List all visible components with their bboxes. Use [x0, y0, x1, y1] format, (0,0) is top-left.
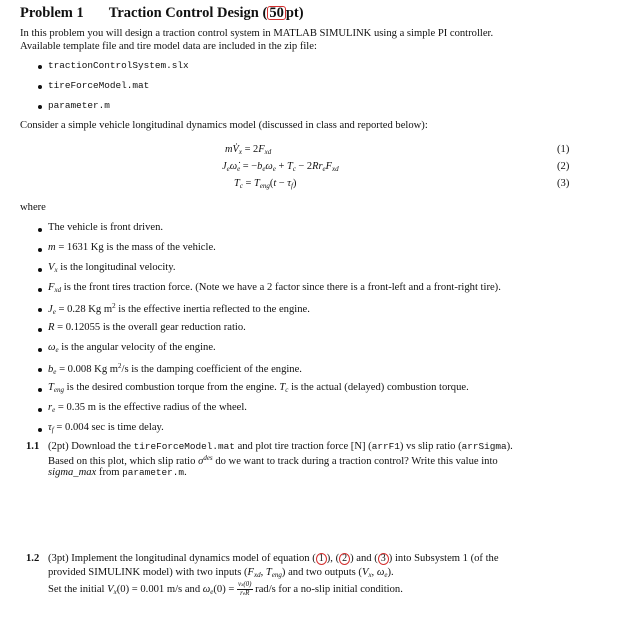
bullet-dot [38, 248, 42, 252]
bullet-dot [38, 308, 42, 312]
bullet-dot [38, 388, 42, 392]
param-time-delay: $\tau_f = 0.004$ sec is time delay. [48, 422, 164, 434]
question-1-2-line-1: (3pt) Implement the longitudinal dynamics model of equation ( 1 ), ( 2 ) and ( 3 ) into Subsystem 1 (of the [48, 553, 499, 564]
equation-2: $J_e\omegȧ_e = -b_e\omega_e + T_c - 2Rr_eF_{xd}$ [222, 161, 339, 173]
param-engine-speed: $\omega_e$ is the angular velocity of the engine. [48, 342, 216, 354]
param-velocity: $V_x$ is the longitudinal velocity. [48, 262, 176, 274]
bullet-dot [38, 428, 42, 432]
equation-1: $mV̇_x = 2F_{xd}$ [225, 144, 272, 156]
param-mass: m = 1631 Kg is the mass of the vehicle. [48, 242, 216, 253]
intro-line-1: In this problem you will design a traction control system in MATLAB SIMULINK using a simple PI controller. [20, 28, 494, 39]
param-front-driven: The vehicle is front driven. [48, 222, 164, 233]
bullet-dot [38, 408, 42, 412]
bullet-dot [38, 328, 42, 332]
bullet-dot [38, 268, 42, 272]
equation-3: $T_c = T_{eng}(t - \tau_f)$ [234, 178, 297, 190]
points-value: 50 [269, 5, 284, 21]
question-1-1-line-3: sigma_max from parameter.m. [48, 467, 187, 478]
param-damping: $b_e = 0.008$ Kg $m^2/s$ is the damping coefficient of the engine. [48, 362, 302, 376]
equation-number-1: (1) [557, 144, 570, 155]
question-1-2-line-3: Set the initial $V_x(0) = 0.001$ m/s and $\omega_e(0)$ = $\frac{vx(0)}{\text{reR}}$ rad/s for a no-slip initial condition. [48, 580, 403, 597]
question-1-1-line-2: Based on this plot, which slip ratio $\sigma^{des}$ do we want to track during a traction control? Write this value into [48, 454, 498, 467]
bullet-dot [38, 228, 42, 232]
bullet-dot [38, 368, 42, 372]
file-item: tireForceModel.mat [48, 80, 150, 91]
param-gear-ratio: R = 0.12055 is the overall gear reduction ratio. [48, 322, 246, 333]
where-label: where [20, 202, 46, 213]
equation-ref-1[interactable]: 1 [316, 553, 327, 565]
question-1-2-number: 1.2 [26, 553, 40, 564]
problem-title: Traction Control Design [108, 5, 259, 21]
points-open: ( [262, 5, 268, 21]
param-traction-force: $F_{xd}$ is the front tires traction force. (Note we have a 2 factor since there is a front-left and a front-right tire). [48, 282, 501, 294]
equation-number-3: (3) [557, 178, 570, 189]
question-1-1-number: 1.1 [26, 441, 40, 452]
question-1-2-line-2: provided SIMULINK model) with two inputs ($F_{xd}$, $T_{eng}$) and two outputs ($V_x$, $\omega_e$). [48, 567, 394, 579]
bullet-dot [38, 105, 42, 109]
equation-number-2: (2) [557, 161, 570, 172]
bullet-dot [38, 288, 42, 292]
problem-heading [20, 5, 304, 22]
bullet-dot [38, 65, 42, 69]
intro-line-2: Available template file and tire model data are included in the zip file: [20, 41, 317, 52]
param-wheel-radius: $r_e = 0.35$ m is the effective radius of the wheel. [48, 402, 247, 414]
points-close: pt) [285, 5, 304, 21]
bullet-dot [38, 85, 42, 89]
file-item: parameter.m [48, 100, 110, 111]
param-torque: $T_{eng}$ is the desired combustion torque from the engine. $T_c$ is the actual (delayed) combustion torque. [48, 382, 469, 394]
param-inertia: $J_e = 0.28$ Kg $m^2$ is the effective inertia reflected to the engine. [48, 302, 310, 316]
problem-label: Problem 1 [20, 5, 84, 21]
question-1-1-line-1: (2pt) Download the tireForceModel.mat and plot tire traction force [N] (arrF1) vs slip ratio (arrSigma). [48, 441, 513, 452]
initial-omega-fraction: $\frac{vx(0)}{\text{reR}}$ [238, 580, 252, 597]
equation-ref-3[interactable]: 3 [378, 553, 389, 565]
model-intro: Consider a simple vehicle longitudinal dynamics model (discussed in class and reported below): [20, 120, 428, 131]
file-item: tractionControlSystem.slx [48, 60, 189, 71]
bullet-dot [38, 348, 42, 352]
equation-ref-2[interactable]: 2 [339, 553, 350, 565]
